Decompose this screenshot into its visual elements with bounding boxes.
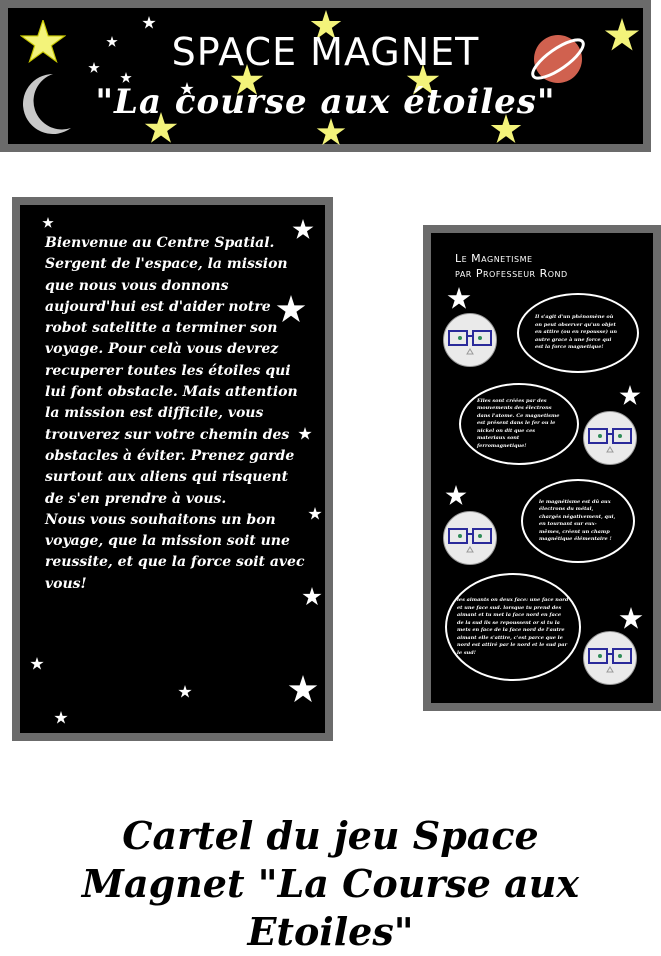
- small-star-icon: [308, 507, 322, 521]
- speech-bubble: Il s'agit d'un phénomène où on peut observer qu'un objet en attire (ou en repousse) un autre grace à une force qui est la force magnetique!: [517, 293, 639, 373]
- caption-line2: Magnet "La Course aux: [81, 861, 580, 906]
- professor-face-icon: [443, 511, 497, 565]
- caption-line1: Cartel du jeu Space: [122, 813, 539, 858]
- magnetism-title-line2: par Professeur Rond: [455, 267, 568, 280]
- small-star-icon: [178, 685, 192, 699]
- banner-subtitle: "La course aux étoiles": [95, 82, 556, 122]
- poster-caption: [0, 812, 661, 956]
- star-icon: [445, 485, 467, 507]
- speech-bubble: Elles sont créées par des mouvements des électrons dans l'atome. Ce magnetisme est présent dans le fer ou le nickel on dit que ces materiaux sont ferromagnetique!: [459, 383, 579, 465]
- professor-face-icon: [583, 411, 637, 465]
- star-icon: [288, 675, 318, 705]
- speech-bubble: le magnétisme est dû aux électrons du métal, chargés négativement, qui, en tournant sur eux-mêmes, créent un champ magnétique élémentaire !: [521, 479, 635, 563]
- professor-face-icon: [583, 631, 637, 685]
- speech-bubble: les aimants on deux face: une face nord et une face sud. lorsque tu prend des aimant et tu met la face nord en face de la sud ils se repoussent or si tu la mets en face de la face nord de l'autre aimant elle s'attire, c'est parce que le nord est attiré par le nord et le sud par le sud!: [445, 573, 581, 681]
- title-banner: [0, 0, 651, 152]
- magnetism-panel: [423, 225, 661, 711]
- caption-line3: Etoiles": [247, 909, 414, 954]
- star-icon: [619, 607, 643, 631]
- magnetism-title-line1: Le Magnetisme: [455, 252, 533, 265]
- star-icon: [619, 385, 641, 407]
- intro-text: Bienvenue au Centre Spatial. Sergent de l'espace, la mission que nous vous donnons aujourd'hui est d'aider notre robot satelitte a terminer son voyage. Pour celà vous devrez recuperer toutes les étoiles qui lui font obstacle. Mais attention la mission est difficile, vous trouverez sur votre chemin des obstacles à éviter. Prenez garde surtout aux aliens qui risquent de s'en prendre à vous. Nous vous souhaitons un bon voyage, que la mission soit une reussite, et que la force soit avec vous!: [45, 235, 305, 592]
- magnetism-title: [455, 251, 568, 281]
- small-star-icon: [54, 711, 68, 725]
- small-star-icon: [30, 657, 44, 671]
- small-star-icon: [142, 16, 156, 30]
- small-star-icon: [42, 217, 54, 229]
- professor-face-icon: [443, 313, 497, 367]
- intro-panel: [12, 197, 333, 741]
- banner-title: SPACE MAGNET: [171, 30, 480, 74]
- star-icon: [316, 118, 346, 148]
- star-icon: [447, 287, 471, 311]
